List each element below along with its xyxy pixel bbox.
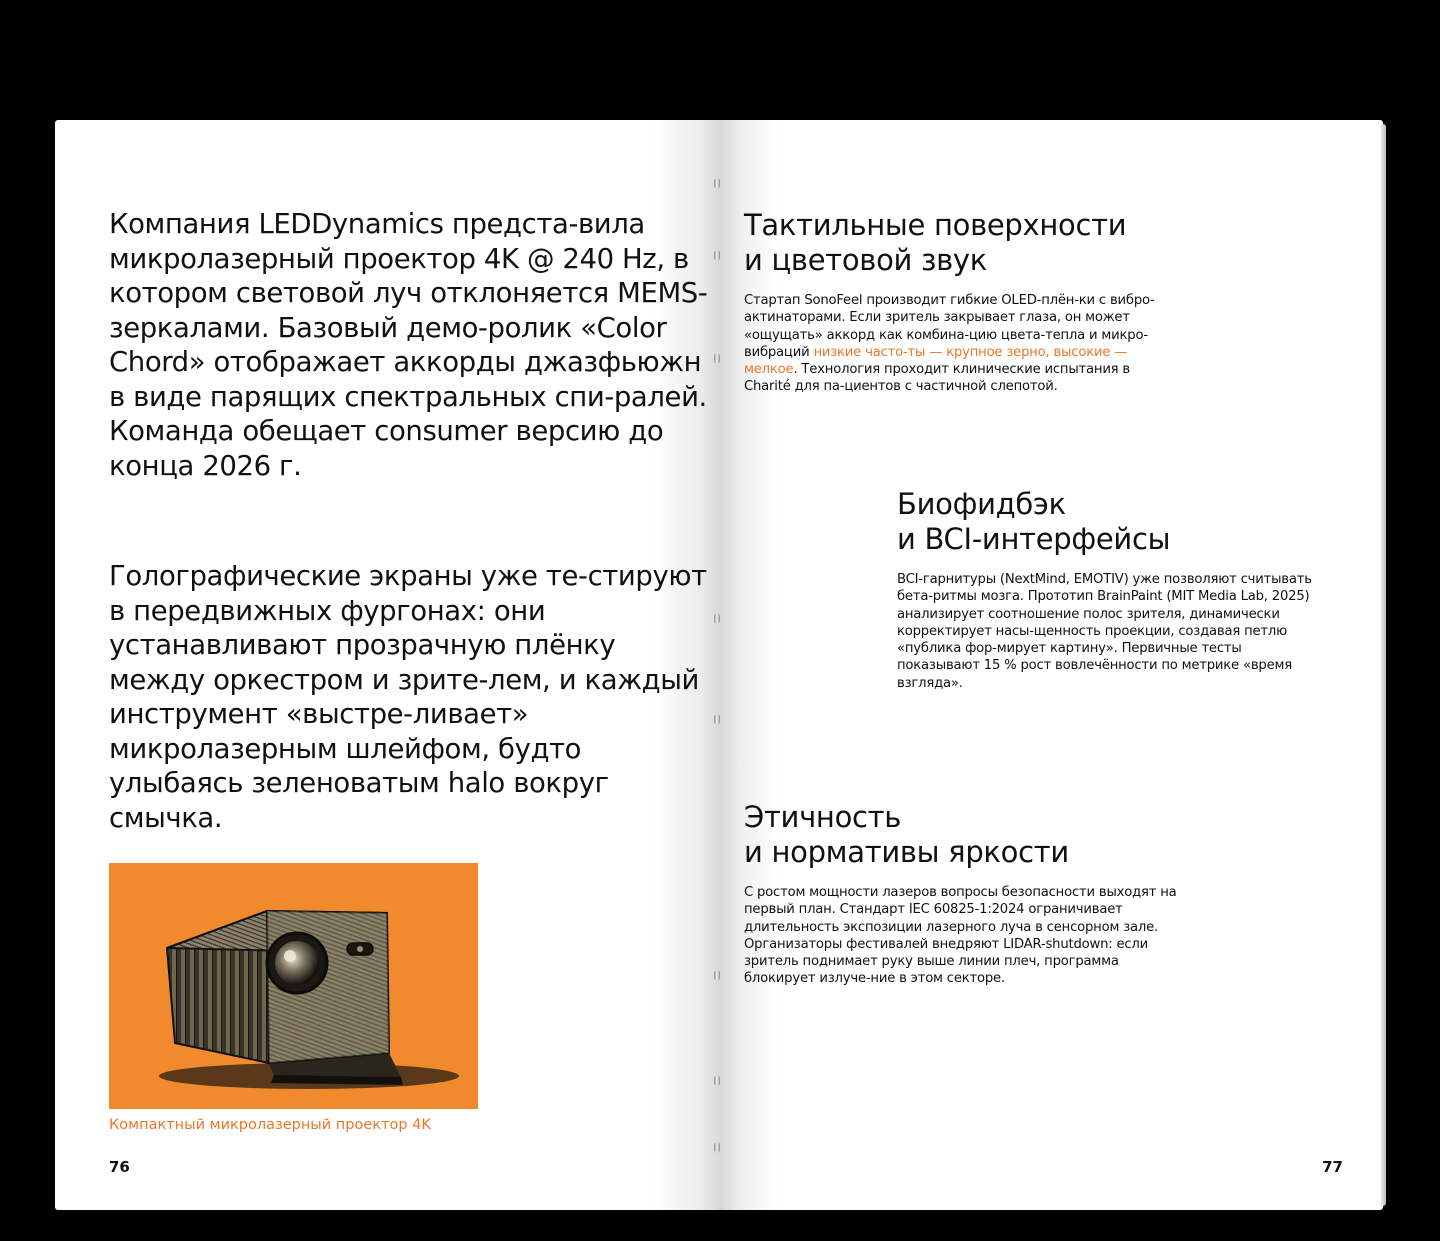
section-text-ethics: С ростом мощности лазеров вопросы безопасности выходят на первый план. Стандарт IEC 60825-1:2024 ограничивает длительность экспозиции лазерного луча в сенсорном зале. Организаторы фестивалей внедряют LIDAR-shutdown: если зритель поднимает руку выше линии плеч, программа блокирует излуче-ние в этом секторе. [744, 885, 1177, 987]
section-text-tactile-part-1: Стартап SonoFeel производит гибкие OLED-плён-ки с вибро-актинаторами. Если зритель закрывает глаза, он может «ощущать» аккорд как комбина-цию цвета-тепла и микро-вибраций [744, 293, 1155, 360]
section-heading-ethics-line-2: и нормативы яркости [744, 835, 1069, 869]
section-heading-biofeedback-line-1: Биофидбэк [897, 487, 1066, 521]
binding-staple [714, 1075, 720, 1086]
projector-icon [109, 863, 478, 1109]
section-heading-ethics [744, 800, 1069, 870]
image-caption: Компактный микролазерный проектор 4K [109, 1117, 431, 1133]
section-heading-biofeedback [897, 487, 1170, 557]
section-text-tactile-part-2: . Технология проходит клинические испытания в Charité для па-циентов с частичной слепотой. [744, 362, 1130, 395]
page-number-right: 77 [1322, 1158, 1343, 1176]
binding-staple [714, 714, 720, 725]
binding-staple [714, 1142, 720, 1153]
right-page [720, 120, 1383, 1210]
section-text-tactile [744, 292, 1164, 396]
section-heading-tactile-line-2: и цветовой звук [744, 243, 987, 277]
left-paragraph-2: Голографические экраны уже те-стируют в передвижных фургонах: они устанавливают прозрачную плёнку между оркестром и зрите-лем, и каждый инструмент «выстре-ливает» микролазерным шлейфом, будто улыбаясь зеленоватым halo вокруг смычка. [109, 560, 707, 834]
binding-staple [714, 353, 720, 364]
binding-staple [714, 178, 720, 189]
projector-illustration [109, 863, 478, 1109]
section-heading-tactile [744, 208, 1126, 278]
binding-staple [714, 613, 720, 624]
page-edge [1381, 124, 1386, 1206]
binding-staple [714, 250, 720, 261]
left-page [55, 120, 720, 1210]
binding-staple [714, 970, 720, 981]
page-number-left: 76 [109, 1158, 130, 1176]
section-heading-tactile-line-1: Тактильные поверхности [744, 208, 1127, 242]
section-heading-biofeedback-line-2: и BCI-интерфейсы [897, 522, 1171, 556]
left-paragraph-1: Компания LEDDynamics предста-вила микролазерный проектор 4K @ 240 Hz, в котором световой луч отклоняется MEMS-зеркалами. Базовый демо-ролик «Color Chord» отображает аккорды джазфьюжн в виде парящих спектральных спи-ралей. Команда обещает consumer версию до конца 2026 г. [109, 208, 708, 482]
magazine-spread [55, 120, 1386, 1210]
section-text-tactile-highlight: низкие часто-ты — крупное зерно, высокие — мелкое [744, 344, 1128, 378]
section-text-biofeedback: BCI-гарнитуры (NextMind, EMOTIV) уже позволяют считывать бета-ритмы мозга. Прототип BrainPaint (MIT Media Lab, 2025) анализирует соотношение полос зрителя, динамически корректирует насы-щенность проекции, создавая петлю «публика фор-мирует картину». Первичные тесты показывают 15 % рост вовлечённости по метрике «время взгляда». [897, 572, 1312, 691]
section-heading-ethics-line-1: Этичность [744, 800, 902, 834]
